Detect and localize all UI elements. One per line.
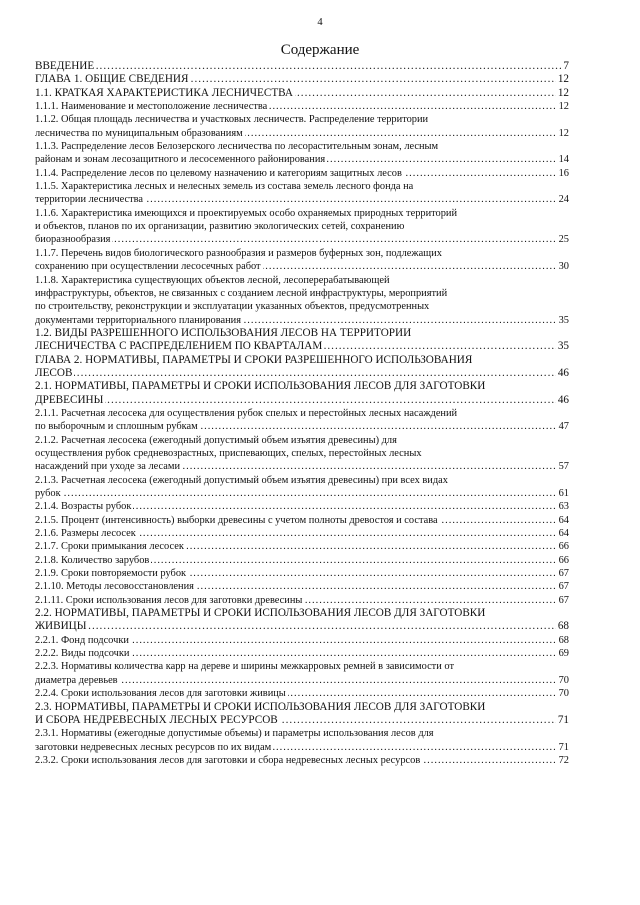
dot-leader [35,233,569,246]
toc-entry-label: ГЛАВА 1. ОБЩИЕ СВЕДЕНИЯ [35,73,189,86]
dot-leader [35,367,569,380]
toc-entry-label: ДРЕВЕСИНЫ [35,393,104,406]
toc-entry[interactable] [35,207,569,247]
toc-page-number: 71 [557,713,569,726]
toc-entry-line: осуществления рубок средневозрастных, приспевающих, спелых, перестойных лесных [35,447,422,459]
toc-entry[interactable] [35,634,569,647]
toc-entry-line: 2.1.1. Расчетная лесосека для осуществления рубок спелых и перестойных лесных насаждений [35,407,458,419]
dot-leader [35,394,569,407]
toc-page-number: 61 [558,488,569,499]
toc-entry[interactable] [35,727,569,754]
toc-entry[interactable] [35,434,569,474]
toc-page-number: 64 [558,528,569,540]
toc-page-number: 70 [558,688,569,700]
toc-entry[interactable] [35,687,569,700]
toc-entry-line: 1.1.2. Общая площадь лесничества и участковых лесничеств. Распределение территории [35,114,429,126]
toc-entry[interactable] [35,554,569,567]
toc-entry-label: диаметра деревьев [35,674,118,686]
toc-entry-label: 2.1.4. Возрасты рубок [35,501,132,513]
table-of-contents [35,60,569,767]
toc-page-number: 67 [558,594,569,606]
toc-entry-label: 2.1.11. Сроки использования лесов для заготовки древесины [35,594,303,606]
toc-entry[interactable] [35,327,569,354]
toc-entry[interactable] [35,594,569,607]
toc-entry-label: насаждений при уходе за лесами [35,461,181,473]
toc-page-number: 68 [557,620,569,633]
toc-entry-label: 1.1.1. Наименование и местоположение лесничества [35,101,268,113]
toc-entry[interactable] [35,380,569,407]
toc-page-number: 7 [563,60,569,72]
toc-entry-line: 1.1.6. Характеристика имеющихся и проектируемых особо охраняемых природных территорий [35,207,458,219]
toc-entry-label: заготовки недревесных лесных ресурсов по их видам [35,741,272,753]
toc-entry-line: 2.3.1. Нормативы (ежегодные допустимые объемы) и параметры использования лесов для [35,728,434,740]
toc-page-number: 63 [558,501,569,513]
toc-entry[interactable] [35,474,569,501]
toc-entry-line: 2.3. НОРМАТИВЫ, ПАРАМЕТРЫ И СРОКИ ИСПОЛЬЗОВАНИЯ ЛЕСОВ ДЛЯ ЗАГОТОВКИ [35,700,486,713]
toc-entry-label: территории лесничества [35,194,144,206]
toc-entry-line: 1.1.8. Характеристика существующих объектов лесной, лесоперерабатывающей [35,274,390,286]
toc-entry[interactable] [35,567,569,580]
toc-entry[interactable] [35,180,569,207]
toc-page-number: 46 [557,366,569,379]
toc-entry-line: 1.2. ВИДЫ РАЗРЕШЕННОГО ИСПОЛЬЗОВАНИЯ ЛЕСОВ НА ТЕРРИТОРИИ [35,326,412,339]
toc-page-number: 57 [558,461,569,473]
page-number: 4 [317,17,323,28]
toc-entry[interactable] [35,660,569,687]
toc-entry-label: рубок [35,488,61,499]
toc-entry-label: районам и зонам лесозащитного и лесосеменного районирования [35,154,326,166]
dot-leader [35,620,569,633]
toc-entry-label: ЛЕСНИЧЕСТВА С РАСПРЕДЕЛЕНИЕМ ПО КВАРТАЛАМ [35,340,323,353]
toc-page-number: 12 [558,101,569,113]
toc-page-number: 12 [557,86,569,99]
toc-entry[interactable] [35,100,569,113]
toc-entry-label: 1.1.4. Распределение лесов по целевому назначению и категориям защитных лесов [35,167,402,179]
toc-page-number: 46 [557,393,569,406]
toc-entry-label: И СБОРА НЕДРЕВЕСНЫХ ЛЕСНЫХ РЕСУРСОВ [35,713,278,726]
toc-entry-label: ЖИВИЦЫ [35,620,87,633]
toc-entry[interactable] [35,274,569,327]
toc-entry-line: 2.1.3. Расчетная лесосека (ежегодный допустимый объем изъятия древесины) при всех видах [35,474,448,486]
toc-entry-line: по строительству, реконструкции и эксплуатации указанных объектов, предусмотренных [35,301,430,313]
toc-entry-line: 1.1.3. Распределение лесов Белозерского лесничества по лесорастительным зонам, лесным [35,141,439,153]
toc-entry-line: 1.1.7. Перечень видов биологического разнообразия и размеров буферных зон, подлежащих [35,247,442,259]
toc-entry[interactable] [35,113,569,140]
toc-entry-label: по выборочным и сплошным рубкам [35,421,198,433]
toc-entry-line: 2.2.3. Нормативы количества карр на дереве и ширины межкарровых ремней в зависимости от [35,661,454,673]
toc-entry[interactable] [35,701,569,728]
toc-entry-label: 2.3.2. Сроки использования лесов для заготовки и сбора недревесных лесных ресурсов [35,754,421,766]
toc-entry-line: и объектов, планов по их организации, развитию экологических сетей, сохранению [35,221,405,233]
toc-entry[interactable] [35,73,569,86]
toc-entry-line: 2.2. НОРМАТИВЫ, ПАРАМЕТРЫ И СРОКИ ИСПОЛЬЗОВАНИЯ ЛЕСОВ ДЛЯ ЗАГОТОВКИ [35,607,486,620]
toc-entry-label: 2.2.4. Сроки использования лесов для заготовки живицы [35,688,286,700]
toc-page-number: 70 [558,674,569,686]
dot-leader [35,60,569,73]
toc-entry[interactable] [35,407,569,434]
toc-entry-label: лесничества по муниципальным образованиям [35,127,243,139]
toc-entry[interactable] [35,514,569,527]
toc-entry-line: 2.1. НОРМАТИВЫ, ПАРАМЕТРЫ И СРОКИ ИСПОЛЬЗОВАНИЯ ЛЕСОВ ДЛЯ ЗАГОТОВКИ [35,380,486,393]
toc-entry[interactable] [35,754,569,767]
toc-entry-line: ГЛАВА 2. НОРМАТИВЫ, ПАРАМЕТРЫ И СРОКИ РАЗРЕШЕННОГО ИСПОЛЬЗОВАНИЯ [35,353,473,366]
toc-page-number: 12 [557,73,569,86]
toc-entry-line: 1.1.5. Характеристика лесных и нелесных земель из состава земель лесного фонда на [35,181,414,193]
toc-entry[interactable] [35,540,569,553]
toc-page-number: 67 [558,581,569,593]
toc-entry[interactable] [35,140,569,167]
toc-page-number: 69 [558,648,569,660]
page-title: Содержание [280,42,360,58]
toc-page-number: 67 [558,568,569,580]
toc-page-number: 12 [558,127,569,139]
toc-entry[interactable] [35,647,569,660]
toc-entry-line: 2.1.2. Расчетная лесосека (ежегодный допустимый объем изъятия древесины) для [35,434,397,446]
toc-entry-label: 2.2.2. Виды подсочки [35,648,130,660]
toc-entry[interactable] [35,354,569,381]
toc-entry[interactable] [35,167,569,180]
toc-page-number: 35 [558,314,569,326]
toc-entry-label: ЛЕСОВ [35,366,73,379]
toc-entry-label: 2.1.5. Процент (интенсивность) выборки древесины с учетом полноты древостоя и состава [35,514,438,526]
toc-entry-label: биоразнообразия [35,234,111,246]
toc-page-number: 25 [558,234,569,246]
toc-entry-label: 2.1.9. Сроки повторяемости рубок [35,568,187,580]
toc-page-number: 16 [558,167,569,179]
toc-page-number: 35 [557,340,569,353]
toc-page-number: 72 [558,754,569,766]
toc-entry-label: ВВЕДЕНИЕ [35,60,95,72]
toc-page-number: 47 [558,421,569,433]
toc-page-number: 66 [558,554,569,566]
toc-page-number: 64 [558,514,569,526]
toc-page-number: 14 [558,154,569,166]
dot-leader [35,487,569,500]
toc-entry[interactable] [35,607,569,634]
toc-entry-label: документами территориального планирования [35,314,241,326]
toc-page-number: 71 [558,741,569,753]
toc-entry[interactable] [35,87,569,100]
toc-entry-label: 2.1.6. Размеры лесосек [35,528,136,540]
toc-entry-label: 2.1.7. Сроки примыкания лесосек [35,541,184,553]
toc-entry-line: инфраструктуры, объектов, не связанных с созданием лесной инфраструктуры, мероприятий [35,287,448,299]
toc-entry[interactable] [35,527,569,540]
toc-entry-label: 2.1.8. Количество зарубов [35,554,150,566]
toc-entry[interactable] [35,580,569,593]
toc-page-number: 68 [558,634,569,646]
toc-entry-label: 1.1. КРАТКАЯ ХАРАКТЕРИСТИКА ЛЕСНИЧЕСТВА [35,86,294,99]
toc-entry[interactable] [35,60,569,73]
toc-page-number: 24 [558,194,569,206]
toc-page-number: 66 [558,541,569,553]
toc-entry-label: 2.1.10. Методы лесовосстановления [35,581,194,593]
toc-entry[interactable] [35,247,569,274]
toc-entry-label: 2.2.1. Фонд подсочки [35,634,129,646]
toc-page-number: 30 [558,261,569,273]
toc-entry-label: сохранению при осуществлении лесосечных работ [35,261,261,273]
toc-entry[interactable] [35,500,569,513]
